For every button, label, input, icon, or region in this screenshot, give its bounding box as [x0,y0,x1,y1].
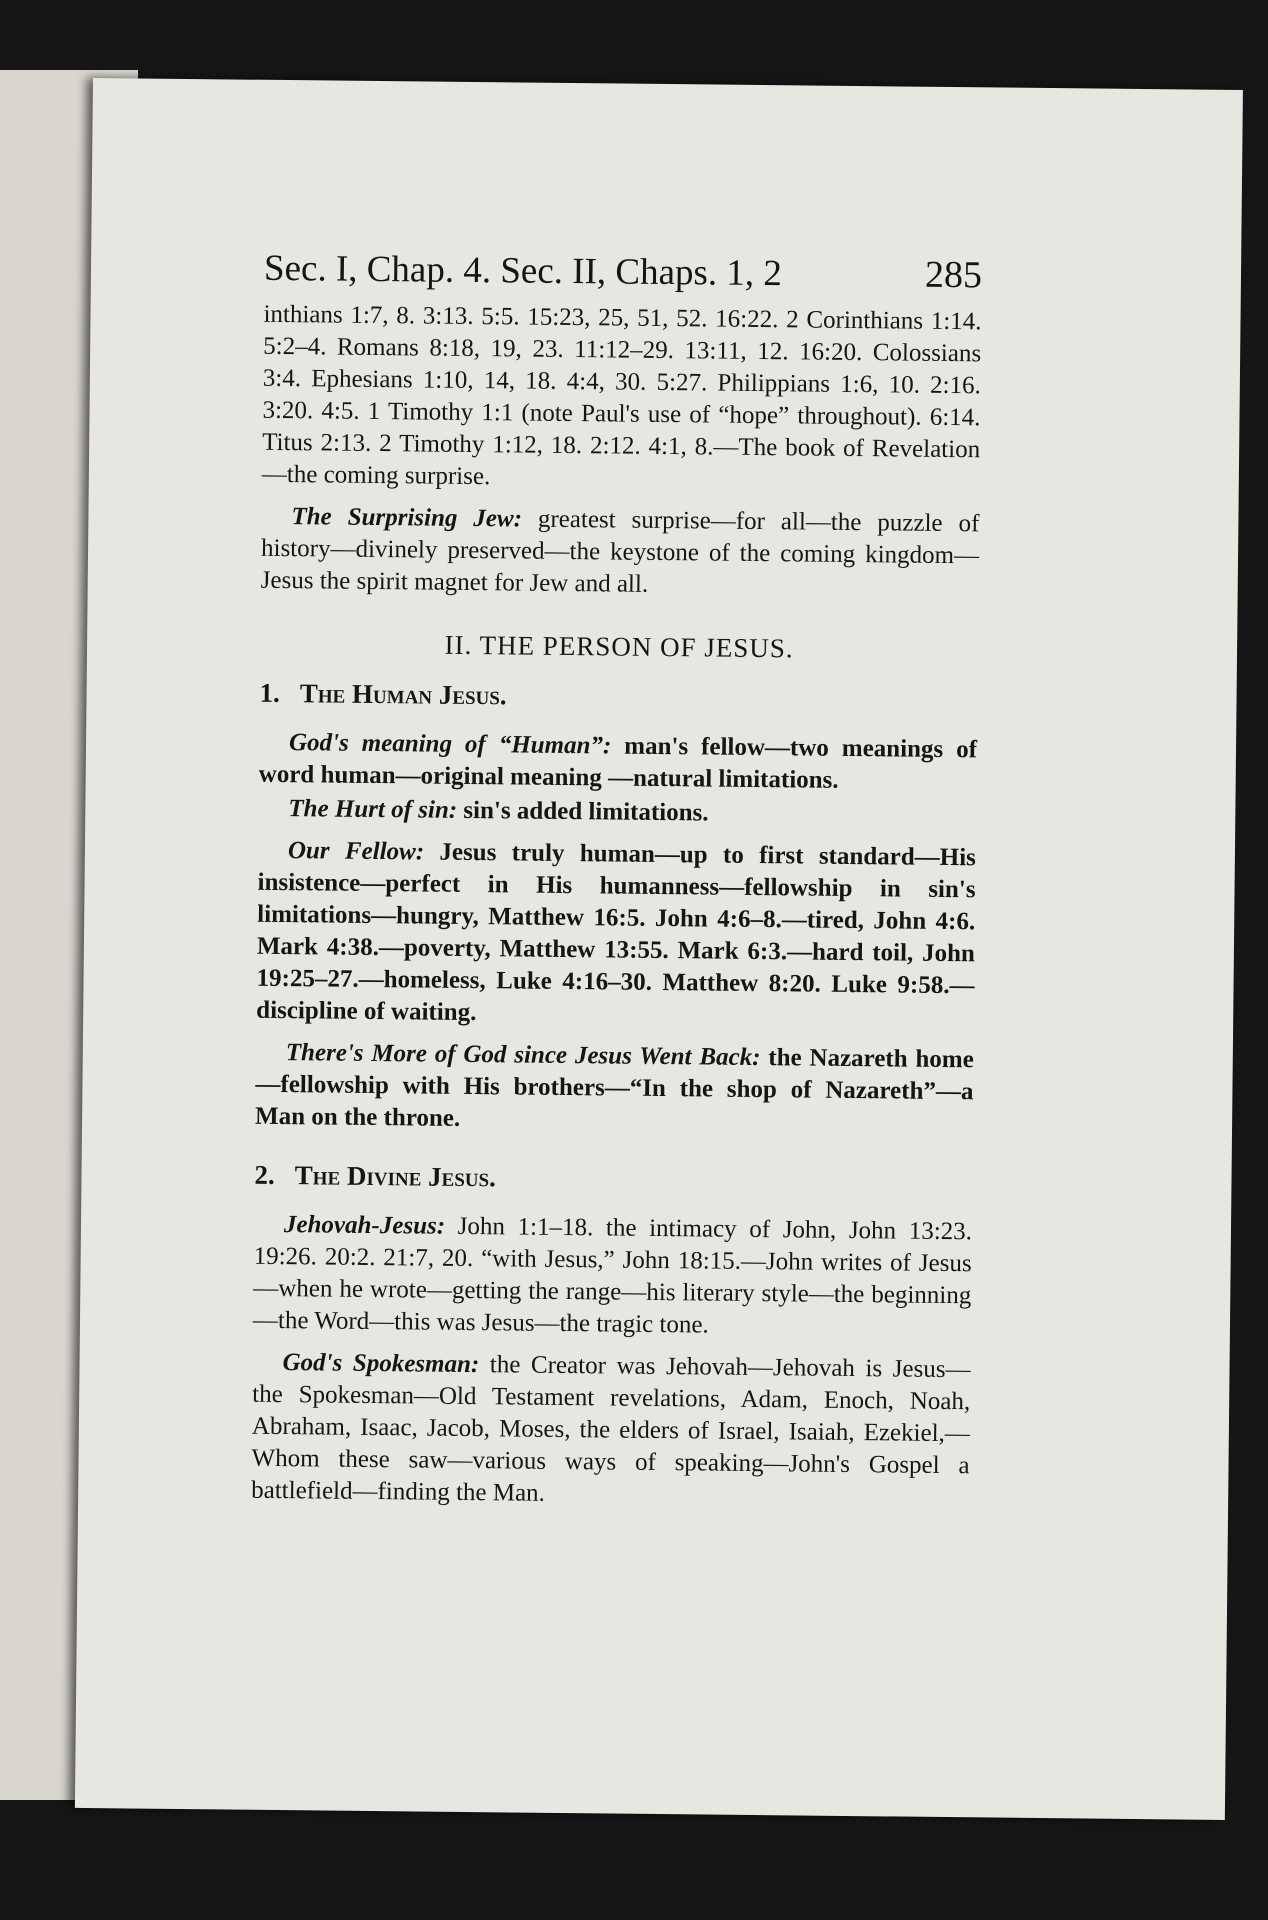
paragraph-our-fellow [256,835,976,1035]
paragraph-label: The Surprising Jew: [291,503,523,533]
paragraph-gods-spokesman [251,1347,971,1515]
subsection-title: The Human Jesus. [299,678,507,711]
running-head [263,247,983,297]
subsection-heading-human-jesus [259,677,977,717]
paragraph-text: the Creator was Jehovah—Jehovah is Jesus—the Spokesman—Old Testament revelations, Adam, Enoch, Noah, Abraham, Isaac, Jacob, Moses, the elders of Israel, Isaiah, Ezekiel,—Whom these saw—various ways of speaking—John's Gospel a battlefield—finding the Man. [251,1351,971,1507]
subsection-title: The Divine Jesus. [294,1160,497,1193]
paragraph-label: Jehovah-Jesus: [283,1211,446,1240]
paragraph-text: greatest surprise—for all—the puzzle of history—divinely preserved—the keystone of the coming kingdom—Jesus the spirit magnet for Jew and all. [260,505,980,598]
page-number: 285 [924,253,983,297]
scripture-references: inthians 1:7, 8. 3:13. 5:5. 15:23, 25, 51, 52. 16:22. 2 Corinthians 1:14. 5:2–4. Romans 8:18, 19, 23. 11:12–29. 13:11, 12. 16:20. Colossians 3:4. Ephesians 1:10, 14, 18. 4:4, 30. 5:27. Philippians 1:6, 10. 2:16. 3:20. 4:5. 1 Timothy 1:1 (note Paul's use of “hope” throughout). 6:14. Titus 2:13. 2 Timothy 1:12, 18. 2:12. 4:1, 8.—The book of Revelation—the coming surprise. [261,300,982,491]
paragraph-text: Jesus truly human—up to first standard—His insistence—perfect in His humanness—fellowship in sin's limitations—hungry, Matthew 16:5. John 4:6–8.—tired, John 4:6. Mark 4:38.—poverty, Matthew 13:55. Mark 6:3.—hard toil, John 19:25–27.—homeless, Luke 4:16–30. Matthew 8:20. Luke 9:58.—discipline of waiting. [256,838,977,1027]
subsection-number: 2. [254,1159,275,1190]
paragraph-hurt-of-sin [258,793,976,833]
paragraph-label: There's More of God since Jesus Went Back: [285,1039,761,1072]
paragraph-label: Our Fellow: [287,837,425,866]
subsection-heading-divine-jesus [254,1159,972,1199]
paragraph-more-of-god [255,1037,974,1141]
paragraph-text: the Nazareth home—fellowship with His brothers—“In the shop of Nazareth”—a Man on the throne. [254,1044,974,1132]
paragraph-surprising-jew [261,501,980,605]
section-heading: II. THE PERSON OF JESUS. [444,629,794,664]
paragraph-jehovah-jesus [253,1209,972,1345]
paragraph-label: God's Spokesman: [282,1349,480,1379]
page-content [251,247,983,1514]
book-page [75,78,1243,1820]
subsection-number: 1. [259,677,280,708]
paragraph-text: sin's added limitations. [456,796,709,827]
running-head-title: Sec. I, Chap. 4. Sec. II, Chaps. 1, 2 [263,247,783,295]
paragraph-text: man's fellow—two meanings of word human—original meaning —natural limitations. [258,732,978,794]
paragraph-gods-meaning [259,727,978,799]
paragraph-label: The Hurt of sin: [288,795,458,824]
paragraph-text: John 1:1–18. the intimacy of John, John 13:23. 19:26. 20:2. 21:7, 20. “with Jesus,” John 18:15.—John writes of Jesus—when he wrote—getting the range—his literary style—the beginning—the Word—this was Jesus—the tragic tone. [252,1212,973,1339]
paragraph-label: God's meaning of “Human”: [288,729,612,760]
